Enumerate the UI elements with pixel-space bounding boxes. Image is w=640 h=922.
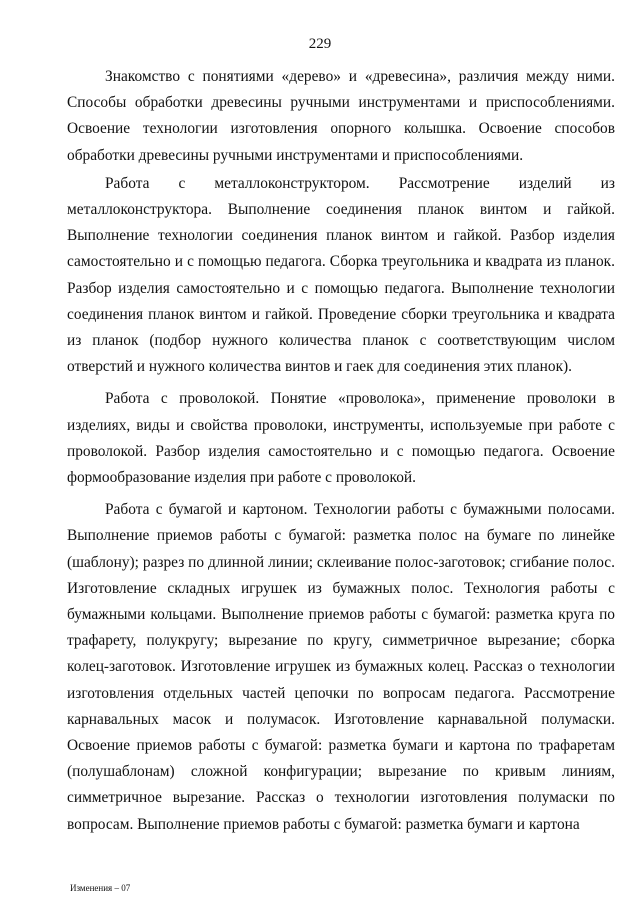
body-text — [67, 64, 615, 844]
paragraph-paper-cardboard: Работа с бумагой и картоном. Технологии работы с бумажными полосами. Выполнение приемов работы с бумагой: разметка полос на бумаге по линейке (шаблону); разрез по длинной линии; склеивание полос-заготовок; сгибание полос. Изготовление складных игрушек из бумажных полос. Технология работы с бумажными кольцами. Выполнение приемов работы с бумагой: разметка круга по трафарету, полукругу; вырезание по кругу, симметричное вырезание; сборка колец-заготовок. Изготовление игрушек из бумажных колец. Рассказ о технологии изготовления отдельных частей цепочки по вопросам педагога. Рассмотрение карнавальных масок и полумасок. Изготовление карнавальной полумаски. Освоение приемов работы с бумагой: разметка бумаги и картона по трафаретам (полушаблонам) сложной конфигурации; вырезание по кривым линиям, симметричное вырезание. Рассказ о технологии изготовления полумаски по вопросам. Выполнение приемов работы с бумагой: разметка бумаги и картона — [67, 501, 615, 833]
page-number: 229 — [308, 36, 332, 52]
paragraph-metal-constructor: Работа с металлоконструктором. Рассмотрение изделий из металлоконструктора. Выполнение соединения планок винтом и гайкой. Выполнение технологии соединения планок винтом и гайкой. Разбор изделия самостоятельно и с помощью педагога. Сборка треугольника и квадрата из планок. Разбор изделия самостоятельно и с помощью педагога. Выполнение технологии соединения планок винтом и гайкой. Проведение сборки треугольника и квадрата из планок (подбор нужного количества планок с соответствующим числом отверстий и нужного количества винтов и гаек для соединения этих планок). — [67, 174, 615, 376]
paragraph-wire: Работа с проволокой. Понятие «проволока», применение проволоки в изделиях, виды и свойства проволоки, инструменты, используемые при работе с проволокой. Разбор изделия самостоятельно и с помощью педагога. Освоение формообразование изделия при работе с проволокой. — [67, 390, 615, 487]
revision-footer: Изменения – 07 — [70, 883, 131, 893]
paragraph-wood: Знакомство с понятиями «дерево» и «древесина», различия между ними. Способы обработки древесины ручными инструментами и приспособлениями. Освоение технологии изготовления опорного колышка. Освоение способов обработки древесины ручными инструментами и приспособлениями. — [67, 68, 615, 164]
